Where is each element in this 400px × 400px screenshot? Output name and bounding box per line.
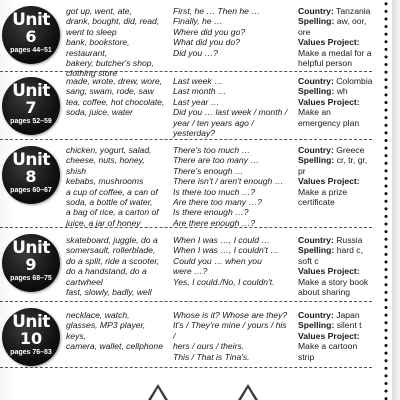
spelling-label: Spelling:: [298, 320, 335, 331]
unit-pages: pages 60–67: [10, 187, 52, 194]
project-label: Values Project:: [298, 266, 360, 277]
unit-row: [0, 140, 372, 228]
unit-badge: [2, 6, 60, 64]
country-label: Country:: [298, 76, 334, 86]
unit-number: 7: [25, 98, 37, 117]
unit-row: [0, 228, 372, 302]
vocab-line: a cup of coffee, a can of: [66, 186, 158, 197]
unit-label: Unit: [12, 312, 50, 332]
vocab-line: drank, bought, did, read,: [66, 16, 160, 27]
grammar-line: year / ten years ago / yesterday?: [173, 117, 254, 139]
vocab-line: bank, bookstore, restaurant,: [66, 37, 130, 58]
grammar-line: hers / ours / theirs.: [173, 341, 245, 352]
project-label: Values Project:: [298, 176, 360, 187]
grammar-line: Last week …: [173, 76, 223, 86]
vocabulary-list: [66, 6, 166, 79]
vocab-line: necklace, watch,: [66, 310, 130, 320]
vocab-line: camera, wallet, cellphone: [66, 341, 163, 352]
country-value: Colombia: [336, 76, 373, 86]
grammar-line: Last month …: [173, 86, 227, 97]
spelling-value: hard c, soft c: [298, 245, 363, 266]
vocab-line: clothing store: [66, 68, 118, 79]
vocab-line: a bag of rice, a carton of: [66, 207, 159, 218]
vocab-line: tea, coffee, hot chocolate,: [66, 96, 165, 107]
grammar-line: Yes, I could./No, I couldn't.: [173, 276, 275, 287]
spelling-label: Spelling:: [298, 245, 335, 256]
grammar-line: Where did you go?: [173, 26, 246, 37]
grammar-line: Last year …: [173, 96, 220, 107]
country-label: Country:: [298, 6, 334, 16]
spelling-value: aw, oor, ore: [298, 16, 367, 37]
vocab-line: cheese, nuts, honey, shish: [66, 155, 145, 176]
grammar-list: [173, 6, 291, 58]
grammar-line: There are too many …: [173, 155, 259, 166]
spelling-label: Spelling:: [298, 16, 335, 27]
grammar-line: Finally, he …: [173, 16, 223, 27]
country-label: Country:: [298, 310, 334, 320]
spelling-value: cr, tr, gr, pr: [298, 155, 368, 176]
grammar-line: There's enough …: [173, 165, 244, 176]
project-value: Make a story book about sharing: [298, 276, 369, 298]
vocab-line: do a handstand, do a: [66, 266, 147, 277]
vocab-line: somersault, rollerblade,: [66, 245, 156, 256]
vocab-line: juice, a jar of honey: [66, 217, 141, 228]
grammar-line: Is there enough …?: [173, 207, 249, 218]
dotted-margin-line: [383, 0, 389, 400]
vocabulary-list: [66, 145, 166, 228]
unit-info: [298, 145, 374, 207]
decorative-triangle-inner: [241, 388, 255, 400]
page-spine: [392, 0, 400, 400]
country-value: Greece: [336, 145, 365, 155]
vocab-line: cartwheel: [66, 276, 103, 287]
unit-badge: [2, 77, 60, 135]
grammar-line: This / That is Tina's.: [173, 351, 250, 362]
unit-pages: pages 44–51: [10, 47, 52, 54]
unit-badge: [2, 308, 60, 366]
grammar-list: [173, 76, 291, 138]
grammar-line: Did you … last week / month /: [173, 107, 288, 118]
unit-row: [0, 72, 372, 140]
unit-pages: pages 76–83: [10, 349, 52, 356]
unit-badge: [2, 234, 60, 292]
project-label: Values Project:: [298, 37, 360, 48]
vocab-line: chicken, yogurt, salad,: [66, 145, 152, 155]
vocab-line: soda, a bottle of water,: [66, 197, 153, 208]
country-value: Russia: [336, 235, 363, 245]
grammar-line: Whose is it? Whose are they?: [173, 310, 288, 320]
vocab-line: went to sleep: [66, 26, 117, 37]
grammar-line: were …?: [173, 266, 208, 277]
grammar-line: Are there too many …?: [173, 197, 262, 208]
grammar-line: Could you … when you: [173, 255, 262, 266]
vocab-line: skateboard, juggle, do a: [66, 235, 158, 245]
project-value: Make a prize certificate: [298, 186, 348, 208]
unit-row: [0, 0, 372, 79]
project-label: Values Project:: [298, 330, 360, 341]
vocab-line: fast, slowly, badly, well: [66, 287, 152, 298]
spelling-value: silent t: [336, 320, 362, 331]
grammar-line: Did you …?: [173, 47, 218, 58]
grammar-line: It's / They're mine / yours / his /: [173, 320, 287, 341]
country-label: Country:: [298, 145, 334, 155]
vocabulary-list: [66, 310, 166, 352]
grammar-line: There isn't / aren't enough …: [173, 176, 284, 187]
project-value: Make a cartoon strip: [298, 341, 358, 362]
unit-row: [0, 302, 372, 368]
unit-pages: pages 68–75: [10, 275, 52, 282]
project-value: Make a medal for a helpful person: [298, 47, 372, 69]
grammar-line: What did you do?: [173, 37, 240, 48]
unit-number: 8: [25, 167, 37, 186]
vocab-line: kebabs, mushrooms: [66, 176, 144, 187]
unit-pages: pages 52–59: [10, 118, 52, 125]
vocabulary-list: [66, 76, 166, 118]
vocab-line: glasses, MP3 player, keys,: [66, 320, 146, 341]
spelling-value: wh: [336, 86, 348, 97]
vocab-line: bakery, butcher's shop,: [66, 58, 154, 69]
project-value: Make an emergency plan: [298, 107, 360, 128]
country-value: Japan: [336, 310, 360, 320]
unit-label: Unit: [12, 238, 50, 258]
vocabulary-list: [66, 235, 166, 297]
grammar-line: When I was …, I couldn't …: [173, 245, 279, 256]
grammar-list: [173, 235, 291, 287]
grammar-line: There's too much …: [173, 145, 251, 155]
vocab-line: sang, swam, rode, saw: [66, 86, 154, 97]
vocab-line: soda, juice, water: [66, 107, 133, 118]
grammar-list: [173, 310, 291, 362]
vocab-line: made, wrote, drew, wore,: [66, 76, 163, 86]
vocab-line: do a split, ride a scooter,: [66, 255, 160, 266]
unit-info: [298, 6, 374, 68]
vocab-line: got up, went, ate,: [66, 6, 132, 16]
spelling-label: Spelling:: [298, 155, 335, 166]
project-label: Values Project:: [298, 96, 360, 107]
grammar-line: When I was …, I could …: [173, 235, 270, 245]
unit-label: Unit: [12, 150, 50, 170]
country-value: Tanzania: [336, 6, 371, 16]
grammar-line: First, he … Then he …: [173, 6, 260, 16]
grammar-line: Are there enough …?: [173, 217, 256, 228]
decorative-triangle-inner: [151, 388, 165, 400]
country-label: Country:: [298, 235, 334, 245]
unit-badge: [2, 146, 60, 204]
grammar-line: Is there too much …?: [173, 186, 256, 197]
unit-info: [298, 76, 374, 128]
unit-info: [298, 310, 374, 362]
unit-number: 10: [19, 329, 43, 348]
unit-number: 9: [25, 255, 37, 274]
spelling-label: Spelling:: [298, 86, 335, 97]
unit-info: [298, 235, 374, 297]
unit-label: Unit: [12, 10, 50, 30]
unit-number: 6: [25, 27, 37, 46]
grammar-list: [173, 145, 291, 228]
unit-label: Unit: [12, 81, 50, 101]
